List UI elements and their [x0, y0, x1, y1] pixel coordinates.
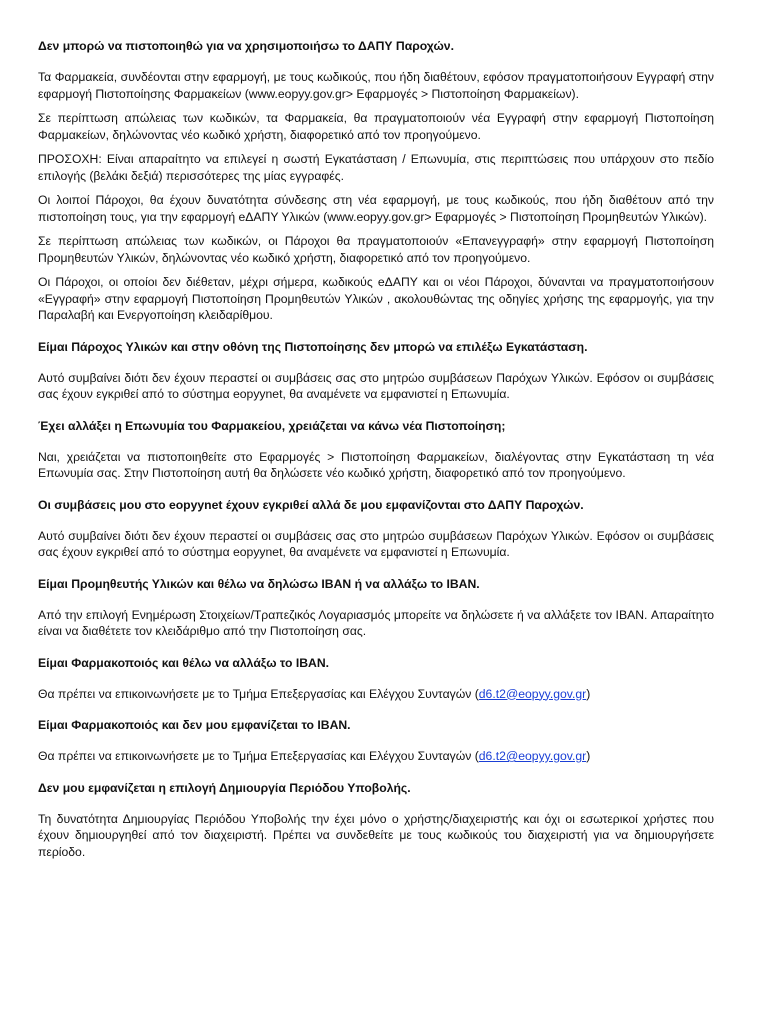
- contact-text: Θα πρέπει να επικοινωνήσετε με το Τμήμα Επεξεργασίας και Ελέγχου Συνταγών (: [38, 686, 479, 701]
- faq-answer-paragraph: Τη δυνατότητα Δημιουργίας Περιόδου Υποβολής την έχει μόνο ο χρήστης/διαχειριστής και όχι οι εσωτερικοί χρήστες που έχουν δημιουργηθεί από τον διαχειριστή. Πρέπει να συνδεθείτε με τους κωδικούς του διαχειριστή για να δημιουργήσετε περίοδο.: [38, 811, 714, 859]
- faq-question-periodos: Δεν μου εμφανίζεται η επιλογή Δημιουργία Περιόδου Υποβολής.: [38, 780, 411, 795]
- faq-question-iban-emfanisi: Είμαι Φαρμακοποιός και δεν μου εμφανίζεται το IBAN.: [38, 718, 351, 732]
- faq-answer-paragraph: Ναι, χρειάζεται να πιστοποιηθείτε στο Εφαρμογές > Πιστοποίηση Φαρμακείων, διαλέγοντας στην Εγκατάσταση τη νέα Επωνυμία σας. Στην Πιστοποίηση αυτή θα δηλώσετε νέο κωδικό χρήστη, διαφορετικό από τον προηγούμενο.: [38, 449, 714, 480]
- faq-answer-paragraph: ΠΡΟΣΟΧΗ: Είναι απαραίτητο να επιλεγεί η σωστή Εγκατάσταση / Επωνυμία, στις περιπτώσεις που υπάρχουν στο πεδίο επιλογής (βελάκι δεξιά) περισσότερες της μίας εγγραφές.: [38, 152, 714, 183]
- faq-contact-paragraph: [38, 748, 714, 765]
- faq-answer-paragraph: Σε περίπτωση απώλειας των κωδικών, τα Φαρμακεία, θα πραγματοποιούν νέα Εγγραφή στην εφαρμογή Πιστοποίηση Φαρμακείων, δηλώνοντας νέο κωδικό χρήστη, διαφορετικό από τον προηγούμενο.: [38, 111, 714, 142]
- faq-question-pistopoiisi: Δεν μπορώ να πιστοποιηθώ για να χρησιμοποιήσω το ΔΑΠΥ Παροχών.: [38, 39, 454, 53]
- faq-question-iban-promitheftis: Είμαι Προμηθευτής Υλικών και θέλω να δηλώσω IBAN ή να αλλάξω το IBAN.: [38, 576, 480, 591]
- faq-answer-paragraph: Από την επιλογή Ενημέρωση Στοιχείων/Τραπεζικός Λογαριασμός μπορείτε να δηλώσετε ή να αλλάξετε τον IBAN. Απαραίτητο είναι να διαθέτετε τον κλειδάριθμο από την Πιστοποίηση σας.: [38, 607, 714, 638]
- faq-question-symvaseis: Οι συμβάσεις μου στο eopyynet έχουν εγκριθεί αλλά δε μου εμφανίζονται στο ΔΑΠΥ Παροχών.: [38, 497, 584, 512]
- faq-answer-paragraph: Οι λοιποί Πάροχοι, θα έχουν δυνατότητα σύνδεσης στη νέα εφαρμογή, με τους κωδικούς, που ήδη διαθέτουν από την πιστοποίηση τους, για την εφαρμογή eΔΑΠΥ Υλικών (www.eopyy.gov.gr> Εφαρμογές > Πιστοποίηση Προμηθευτών Υλικών).: [38, 193, 714, 224]
- email-link[interactable]: d6.t2@eopyy.gov.gr: [478, 749, 587, 763]
- faq-answer-paragraph: Τα Φαρμακεία, συνδέονται στην εφαρμογή, με τους κωδικούς, που ήδη διαθέτουν, εφόσον πραγματοποιήσουν Εγγραφή στην εφαρμογή Πιστοποίησης Φαρμακείων (www.eopyy.gov.gr> Εφαρμογές > Πιστοποίηση Φαρμακείων).: [38, 70, 714, 101]
- faq-answer-paragraph: Αυτό συμβαίνει διότι δεν έχουν περαστεί οι συμβάσεις σας στο μητρώο συμβάσεων Παρόχων Υλικών. Εφόσον οι συμβάσεις σας έχουν εγκριθεί από το σύστημα eopyynet, θα αναμένετε να εμφανιστεί η Επωνυμία.: [38, 370, 714, 401]
- contact-text: Θα πρέπει να επικοινωνήσετε με το Τμήμα Επεξεργασίας και Ελέγχου Συνταγών (: [38, 749, 479, 763]
- contact-close: ): [586, 686, 591, 701]
- faq-question-egkatastasi: Είμαι Πάροχος Υλικών και στην οθόνη της Πιστοποίησης δεν μπορώ να επιλέξω Εγκατάσταση.: [38, 339, 588, 354]
- faq-answer-paragraph: Σε περίπτωση απώλειας των κωδικών, οι Πάροχοι θα πραγματοποιούν «Επανεγγραφή» στην εφαρμογή Πιστοποίηση Προμηθευτών Υλικών, δηλώνοντας νέο κωδικό χρήστη, διαφορετικό από τον προηγούμενο.: [38, 234, 714, 265]
- contact-close: ): [586, 749, 591, 763]
- email-link[interactable]: d6.t2@eopyy.gov.gr: [478, 686, 587, 701]
- faq-answer-paragraph: Οι Πάροχοι, οι οποίοι δεν διέθεταν, μέχρι σήμερα, κωδικούς eΔΑΠΥ και οι νέοι Πάροχοι, δύνανται να πραγματοποιήσουν «Εγγραφή» στην εφαρμογή Πιστοποίηση Προμηθευτών Υλικών , ακολουθώντας της οδηγίες χρήσης της εφαρμογής, για την Παραλαβή και Ενεργοποίηση κλειδαρίθμου.: [38, 275, 714, 322]
- faq-question-eponymia: Έχει αλλάξει η Επωνυμία του Φαρμακείου, χρειάζεται να κάνω νέα Πιστοποίηση;: [38, 418, 506, 433]
- faq-answer-paragraph: Αυτό συμβαίνει διότι δεν έχουν περαστεί οι συμβάσεις σας στο μητρώο συμβάσεων Παρόχων Υλικών. Εφόσον οι συμβάσεις σας έχουν εγκριθεί από το σύστημα eopyynet, θα αναμένετε να εμφανιστεί η Επωνυμία.: [38, 528, 714, 559]
- faq-question-iban-allagi: Είμαι Φαρμακοποιός και θέλω να αλλάξω το IBAN.: [38, 655, 330, 670]
- faq-contact-paragraph: [38, 686, 714, 703]
